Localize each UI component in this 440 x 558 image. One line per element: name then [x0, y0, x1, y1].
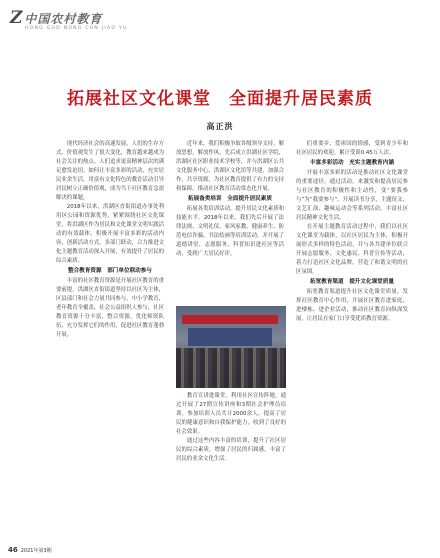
paragraph: 拓展各类培训活动，提升居民文化素质和技能水平。2018年以来，我们先后开展了法律法规、文明礼仪、家风家教、健康养生、防范电信诈骗、书法绘画等培训活动，并开展了道德讲堂、志愿服务、科普知识进社区等活动，受到广大居民好评。	[176, 206, 284, 257]
article-author: 高正洪	[206, 122, 234, 131]
photo-screen	[188, 328, 272, 346]
logo-title	[10, 8, 128, 28]
paragraph: 在开展主题教育活动过程中，我们以社区文化课堂为载体，以社区居民为主体，积极开展形式多样的特色活动，并与各共建单位联合开展志愿服务、文化惠民、科普宣传等活动，着力打造社区文化品牌，营造了和谐文明的社区氛围。	[296, 224, 408, 275]
event-photo	[176, 306, 286, 388]
paragraph: 现代经济社会的高速发展，人们的生存方式、价值观发生了很大变化，教育越来越成为社会关注的热点。人们追求更高精神层次的满足愈发迫切。如何让丰富多彩的活动，充实居民业余生活，用富有文化特色的教育活动引导居民树立正确价值观，成为当下社区教育急需解决的课题。	[56, 141, 164, 201]
issue-label: 2021年第3期	[20, 548, 52, 554]
section-subheading: 拓宽教育渠道 提升文化课堂质量	[310, 279, 394, 285]
text-column-3	[296, 140, 408, 536]
paragraph: 拓宽教育渠道提升社区文化课堂质量，发挥社区教育中心作用，开展社区教育进家庭、进楼栋、进企业活动，推动社区教育向纵深发展，让居民在家门口享受优质教育资源。	[296, 289, 408, 322]
paragraph: 2018年以来，洪湖区直街街道办事处利用区公园和资源优势，紧紧围绕社区文化课堂，将洪湖区作为居民和文化课堂文明实践活动的有效载体，积极开展丰富多彩的活动内容，创新活动方式，多部门联动，合力推进文化主题教育活动深入开展，有效提升了居民的综合素质。	[56, 204, 164, 264]
text-column-2	[176, 140, 284, 300]
paragraph: 教育宣讲进课堂。利用社区宣传阵地，通过开展了27期宣传讲座和3期社会护理员培训。参加培训人员共计2000余人，提高了居民的健康意识和自我保护能力，收到了良好的社会效果。	[176, 393, 286, 435]
article-title: 拓展社区文化课堂 全面提升居民素质	[67, 89, 373, 109]
section-subheading: 整合教育资源 部门单位联动参与	[68, 268, 152, 274]
logo-text: 中国农村教育	[24, 12, 103, 26]
logo-z-letter: Z	[10, 8, 24, 28]
section-subheading: 丰富多彩活动 充实主题教育内涵	[310, 160, 394, 166]
magazine-logo	[10, 8, 128, 31]
paragraph: 开展丰富多彩的活动是推动社区文化课堂的重要途径。通过活动，来激发和提高居民参与社区教育的积极性和主动性，变“要我参与”为“我要参与”。开展读书分享、主题征文、文艺汇演、趣味运动会等系列活动，丰富社区居民精神文化生活。	[296, 170, 408, 221]
text-column-1	[56, 140, 164, 496]
paragraph: 丰富的社区教育资源是开展社区教育的重要前提。洪湖区直街街道坚持以社区为主体，区县部门和社会力量共同参与，中小学教育、老年教育全覆盖，社会公益组织人参与，社区教育资源十分丰富，整合资源，优化师资队伍，充分发挥它们的作用，促进社区教育蓬勃开展。	[56, 278, 164, 338]
section-subheading: 拓展备类培训 全面提升居民素质	[188, 196, 272, 202]
text-column-2-lower	[176, 392, 286, 548]
photo-audience	[176, 348, 286, 388]
photo-banner	[182, 315, 278, 324]
paragraph: 们重要乡、爱祖国的情感，受到青少年和社区居民的欢迎。累计受训0.45万人次。	[296, 141, 408, 156]
logo-pinyin: HONG GUO NONG CUN JIAO YU	[25, 26, 128, 31]
page-footer	[8, 546, 52, 554]
paragraph: 近年来，我们积极争取各级领导支持，解放思想，解放作风，先后成立洪湖社区学院，洪湖区社区职业技术学校等，并与洪湖区公共文化服务中心、洪湖区文化馆等共建，加强合作，共享资源，为社区教育提供了有力的支持和保障，推动社区教育活动常态化开展。	[176, 141, 284, 192]
paragraph: 通过这些内容丰富的培训，提升了社区居民的综合素质，增强了居民的归属感，丰富了居民的业余文化生活。	[176, 438, 286, 462]
page-number: 46	[8, 546, 18, 554]
